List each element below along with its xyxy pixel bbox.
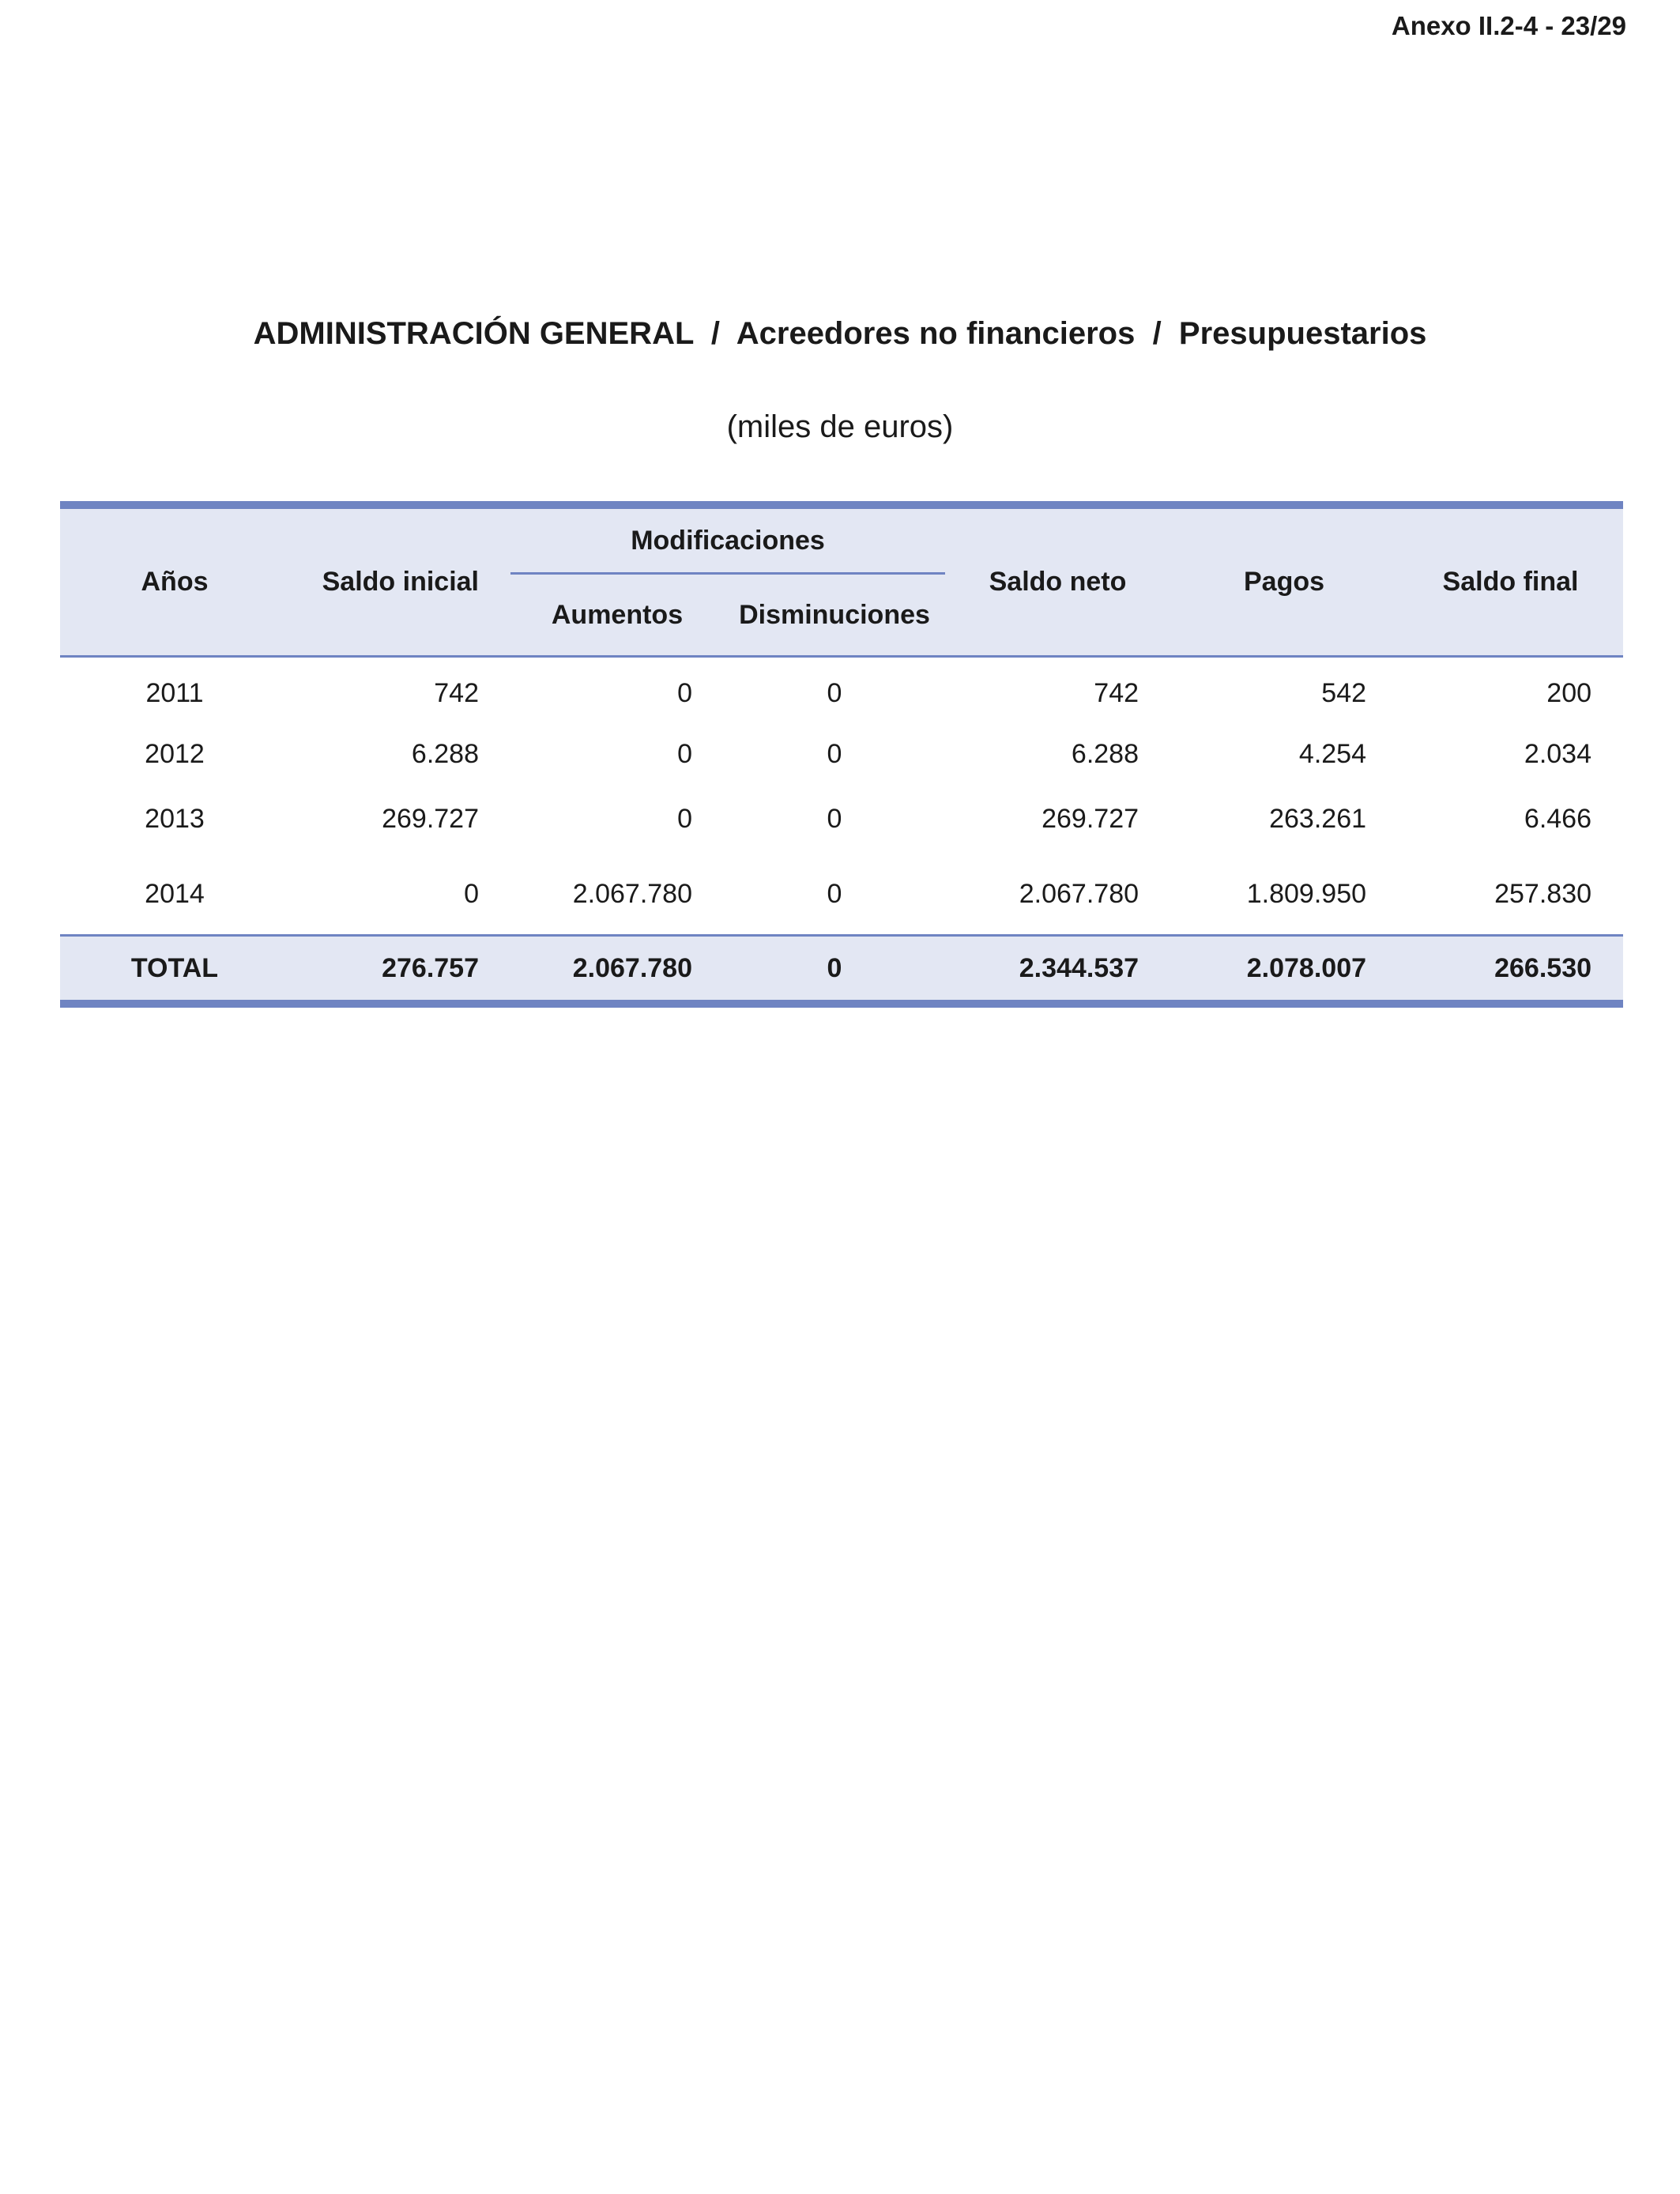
cell-year: 2012: [145, 738, 205, 769]
total-disminuciones: 0: [724, 936, 945, 1005]
total-saldo-neto: 2.344.537: [945, 936, 1170, 1005]
cell-saldo-final: 257.830: [1494, 878, 1592, 909]
document-subtitle: (miles de euros): [726, 409, 954, 444]
cell-pagos: 1.809.950: [1246, 878, 1367, 909]
total-label: TOTAL: [60, 936, 289, 1005]
cell-year: 2013: [145, 803, 205, 834]
total-saldo-final: 266.530: [1398, 936, 1623, 1005]
total-aumentos: 2.067.780: [510, 936, 724, 1005]
col-header-saldo-neto: Saldo neto: [945, 505, 1170, 657]
cell-saldo-neto: 6.288: [1071, 738, 1139, 769]
col-header-saldo-final: Saldo final: [1398, 505, 1623, 657]
cell-saldo-inicial: 269.727: [382, 803, 479, 834]
col-header-pagos: Pagos: [1170, 505, 1398, 657]
table-footer: [60, 936, 1623, 1005]
cell-disminuciones: 0: [827, 878, 842, 909]
cell-year: 2014: [145, 878, 205, 909]
table-row: [60, 724, 1623, 784]
total-pagos: 2.078.007: [1170, 936, 1398, 1005]
cell-saldo-neto: 2.067.780: [1019, 878, 1139, 909]
cell-saldo-inicial: 742: [434, 677, 479, 708]
table-header: [60, 505, 1623, 657]
col-header-modificaciones: Modificaciones: [510, 505, 945, 574]
annex-page-reference: Anexo II.2-4 - 23/29: [1391, 11, 1626, 40]
cell-aumentos: 0: [677, 677, 692, 708]
total-saldo-inicial: 276.757: [289, 936, 510, 1005]
col-header-saldo-inicial: Saldo inicial: [289, 505, 510, 657]
cell-pagos: 542: [1321, 677, 1367, 708]
cell-disminuciones: 0: [827, 677, 842, 708]
cell-disminuciones: 0: [827, 738, 842, 769]
col-header-aumentos: Aumentos: [510, 574, 724, 657]
col-header-disminuciones: Disminuciones: [724, 574, 945, 657]
cell-saldo-final: 2.034: [1524, 738, 1592, 769]
total-row: [60, 936, 1623, 1005]
cell-year: 2011: [145, 677, 204, 708]
table-row: [60, 784, 1623, 854]
creditors-table: [60, 501, 1623, 1008]
cell-aumentos: 0: [677, 803, 692, 834]
cell-pagos: 263.261: [1269, 803, 1367, 834]
cell-saldo-neto: 269.727: [1042, 803, 1139, 834]
cell-aumentos: 0: [677, 738, 692, 769]
cell-saldo-final: 6.466: [1524, 803, 1592, 834]
col-header-years: Años: [60, 505, 289, 657]
cell-saldo-inicial: 6.288: [411, 738, 479, 769]
cell-saldo-inicial: 0: [464, 878, 479, 909]
document-title: ADMINISTRACIÓN GENERAL / Acreedores no financieros / Presupuestarios: [253, 316, 1427, 351]
cell-pagos: 4.254: [1298, 738, 1367, 769]
table-row: [60, 854, 1623, 936]
cell-saldo-neto: 742: [1094, 677, 1139, 708]
table-body: [60, 657, 1623, 936]
cell-aumentos: 2.067.780: [572, 878, 692, 909]
cell-disminuciones: 0: [827, 803, 842, 834]
cell-saldo-final: 200: [1546, 677, 1592, 708]
table-row: [60, 657, 1623, 725]
